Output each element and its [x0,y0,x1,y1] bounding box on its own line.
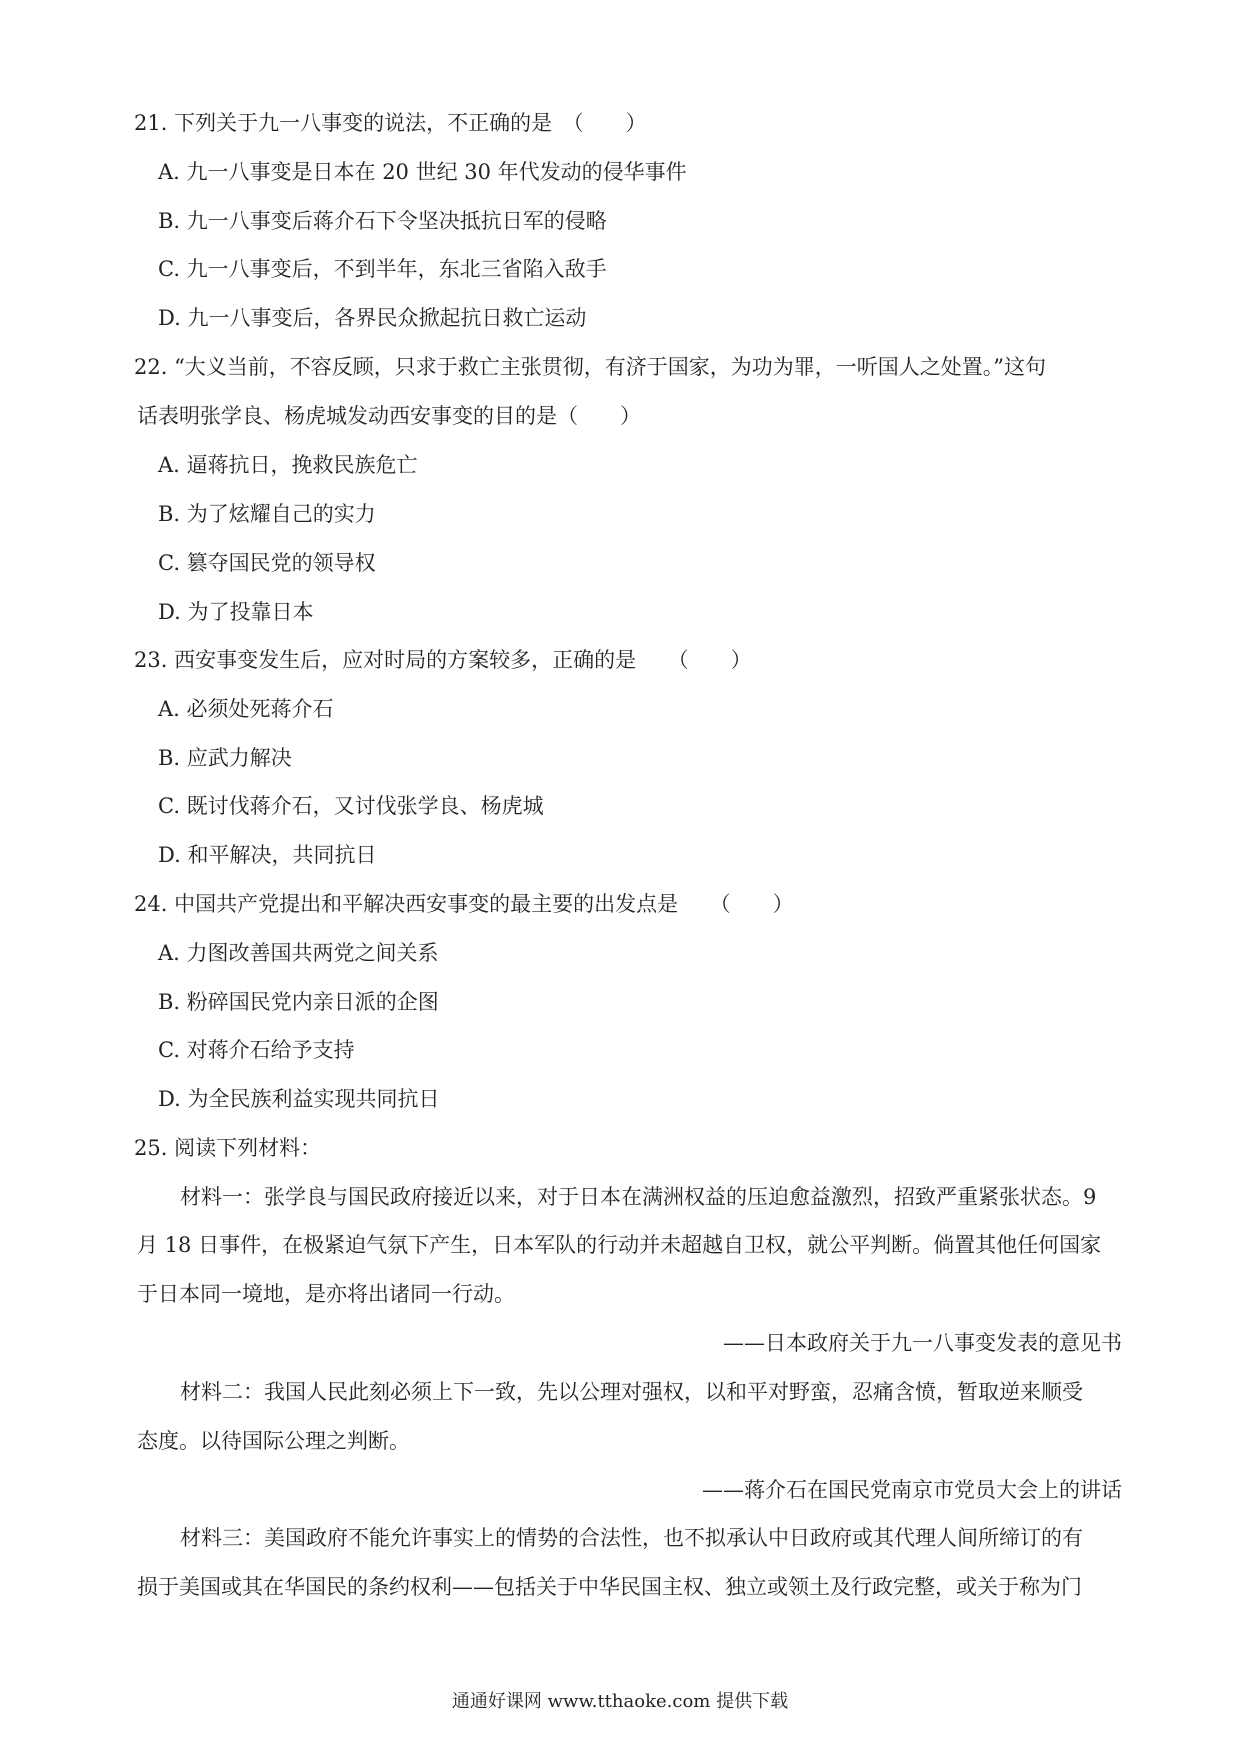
material-2-line1: 材料二：我国人民此刻必须上下一致，先以公理对强权，以和平对野蛮，忍痛含愤，暂取逆来顺受 [180,1380,1083,1404]
question-24-stem: 24. 中国共产党提出和平解决西安事变的最主要的出发点是 （ ） [134,892,794,916]
material-3-line2: 损于美国或其在华国民的条约权利——包括关于中华民国主权、独立或领土及行政完整，或关于称为门 [137,1575,1082,1599]
page-footer: 通通好课网 www.tthaoke.com 提供下载 [451,1691,789,1712]
question-25-stem: 25. 阅读下列材料： [134,1136,322,1160]
question-21-option-a: A. 九一八事变是日本在 20 世纪 30 年代发动的侵华事件 [158,160,687,184]
question-21-option-b: B. 九一八事变后蒋介石下令坚决抵抗日军的侵略 [158,209,607,233]
question-24-option-b: B. 粉碎国民党内亲日派的企图 [158,990,439,1014]
question-21-option-d: D. 九一八事变后，各界民众掀起抗日救亡运动 [158,306,587,330]
question-23-option-c: C. 既讨伐蒋介石，又讨伐张学良、杨虎城 [158,794,544,818]
question-22-stem-line2: 话表明张学良、杨虎城发动西安事变的目的是（ ） [137,404,641,428]
question-23-option-a: A. 必须处死蒋介石 [158,697,334,721]
question-23-option-b: B. 应武力解决 [158,746,292,770]
material-2-source: ——蒋介石在国民党南京市党员大会上的讲话 [702,1478,1122,1502]
material-3-line1: 材料三：美国政府不能允许事实上的情势的合法性，也不拟承认中日政府或其代理人间所缔订的有 [180,1526,1083,1550]
question-23-option-d: D. 和平解决，共同抗日 [158,843,377,867]
material-1-line1: 材料一：张学良与国民政府接近以来，对于日本在满洲权益的压迫愈益激烈，招致严重紧张状态。9 [180,1185,1097,1209]
material-2-line2: 态度。以待国际公理之判断。 [137,1429,410,1453]
question-24-option-d: D. 为全民族利益实现共同抗日 [158,1087,440,1111]
question-24-option-c: C. 对蒋介石给予支持 [158,1038,355,1062]
question-22-option-d: D. 为了投靠日本 [158,600,314,624]
material-1-line3: 于日本同一境地，是亦将出诸同一行动。 [137,1282,515,1306]
question-22-stem-line1: 22. “大义当前，不容反顾，只求于救亡主张贯彻，有济于国家，为功为罪，一听国人之处置。”这句 [134,355,1047,379]
question-21-stem: 21. 下列关于九一八事变的说法，不正确的是 （ ） [134,111,647,135]
question-22-option-c: C. 篡夺国民党的领导权 [158,551,376,575]
question-22-option-b: B. 为了炫耀自己的实力 [158,502,376,526]
material-1-source: ——日本政府关于九一八事变发表的意见书 [723,1331,1122,1355]
material-1-line2: 月 18 日事件，在极紧迫气氛下产生，日本军队的行动并未超越自卫权，就公平判断。倘置其他任何国家 [137,1233,1102,1257]
question-22-option-a: A. 逼蒋抗日，挽救民族危亡 [158,453,418,477]
question-24-option-a: A. 力图改善国共两党之间关系 [158,941,439,965]
question-23-stem: 23. 西安事变发生后，应对时局的方案较多，正确的是 （ ） [134,648,752,672]
question-21-option-c: C. 九一八事变后，不到半年，东北三省陷入敌手 [158,257,607,281]
